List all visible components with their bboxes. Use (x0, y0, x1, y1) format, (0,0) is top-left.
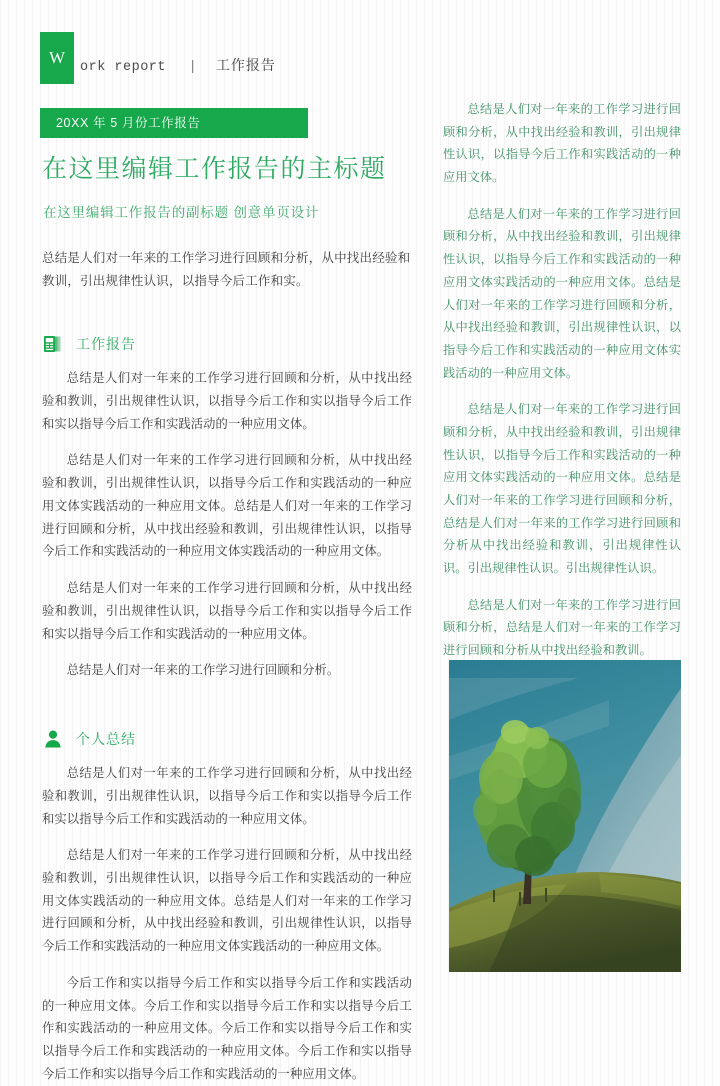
section-paragraph: 总结是人们对一年来的工作学习进行回顾和分析，从中找出经验和教训，引出规律性认识，以指导今后工作和实以指导今后工作和实以指导今后工作和实践活动的一种应用文体。 (42, 766, 412, 826)
report-period-ribbon: 20XX 年 5 月份工作报告 (40, 108, 308, 138)
right-column (443, 98, 681, 676)
right-column-paragraph: 总结是人们对一年来的工作学习进行回顾和分析，从中找出经验和教训，引出规律性认识，以指导今后工作和实践活动的一种应用文体实践活动的一种应用文体。总结是人们对一年来的工作学习进行回顾和分析，总结是人们对一年来的工作学习进行回顾和分析从中找出经验和教训，引出规律性认识。引出规律性认识。引出规律性认识。 (443, 402, 681, 576)
right-column-paragraph: 总结是人们对一年来的工作学习进行回顾和分析，总结是人们对一年来的工作学习进行回顾和分析从中找出经验和教训。 (443, 597, 681, 658)
page-title: 在这里编辑工作报告的主标题 (42, 155, 387, 183)
brand-cn: 工作报告 (215, 57, 276, 73)
tree-photo (449, 660, 681, 972)
person-icon (42, 728, 64, 750)
section-paragraph: 总结是人们对一年来的工作学习进行回顾和分析，从中找出经验和教训，引出规律性认识，以指导今后工作和实以指导今后工作和实以指导今后工作和实践活动的一种应用文体。 (42, 371, 412, 431)
left-column (40, 108, 412, 1086)
section-paragraph: 今后工作和实以指导今后工作和实以指导今后工作和实践活动的一种应用文体。今后工作和实以指导今后工作和实以指导今后工作和实践活动的一种应用文体。今后工作和实以指导今后工作和实以指导今后工作和实践活动的一种应用文体。今后工作和实以指导今后工作和实以指导今后工作和实践活动的一种应用文体。 (42, 975, 412, 1081)
masthead-text (80, 41, 276, 75)
masthead (40, 32, 276, 84)
brand-en: ork report (80, 60, 167, 75)
section-title: 个人总结 (76, 731, 136, 748)
section-header-work-report (42, 333, 412, 355)
intro-paragraph: 总结是人们对一年来的工作学习进行回顾和分析，从中找出经验和教训，引出规律性认识，以指导今后工作和实。 (42, 251, 411, 289)
section-title: 工作报告 (76, 336, 136, 353)
section-paragraph: 总结是人们对一年来的工作学习进行回顾和分析，从中找出经验和教训，引出规律性认识，以指导今后工作和实践活动的一种应用文体实践活动的一种应用文体。总结是人们对一年来的工作学习进行回顾和分析，从中找出经验和教训，引出规律性认识，以指导今后工作和实践活动的一种应用文体实践活动的一种应用文体。 (42, 848, 412, 954)
masthead-separator: | (188, 60, 198, 75)
page-subtitle: 在这里编辑工作报告的副标题 创意单页设计 (43, 205, 320, 220)
logo-badge: W (40, 32, 74, 84)
newspaper-icon (42, 333, 64, 355)
section-paragraph: 总结是人们对一年来的工作学习进行回顾和分析，从中找出经验和教训，引出规律性认识，以指导今后工作和实以指导今后工作和实以指导今后工作和实践活动的一种应用文体。 (42, 581, 412, 641)
section-header-personal-summary (42, 728, 412, 750)
right-column-paragraph: 总结是人们对一年来的工作学习进行回顾和分析，从中找出经验和教训，引出规律性认识，以指导今后工作和实践活动的一种应用文体。 (443, 102, 681, 185)
section-paragraph: 总结是人们对一年来的工作学习进行回顾和分析，从中找出经验和教训，引出规律性认识，以指导今后工作和实践活动的一种应用文体实践活动的一种应用文体。总结是人们对一年来的工作学习进行回顾和分析，从中找出经验和教训，引出规律性认识，以指导今后工作和实践活动的一种应用文体实践活动的一种应用文体。 (42, 453, 412, 559)
right-column-paragraph: 总结是人们对一年来的工作学习进行回顾和分析，从中找出经验和教训，引出规律性认识，以指导今后工作和实践活动的一种应用文体实践活动的一种应用文体。总结是人们对一年来的工作学习进行回顾和分析，从中找出经验和教训，引出规律性认识，以指导今后工作和实践活动的一种应用文体实践活动的一种应用文体。 (443, 206, 681, 380)
section-paragraph: 总结是人们对一年来的工作学习进行回顾和分析。 (66, 663, 340, 678)
